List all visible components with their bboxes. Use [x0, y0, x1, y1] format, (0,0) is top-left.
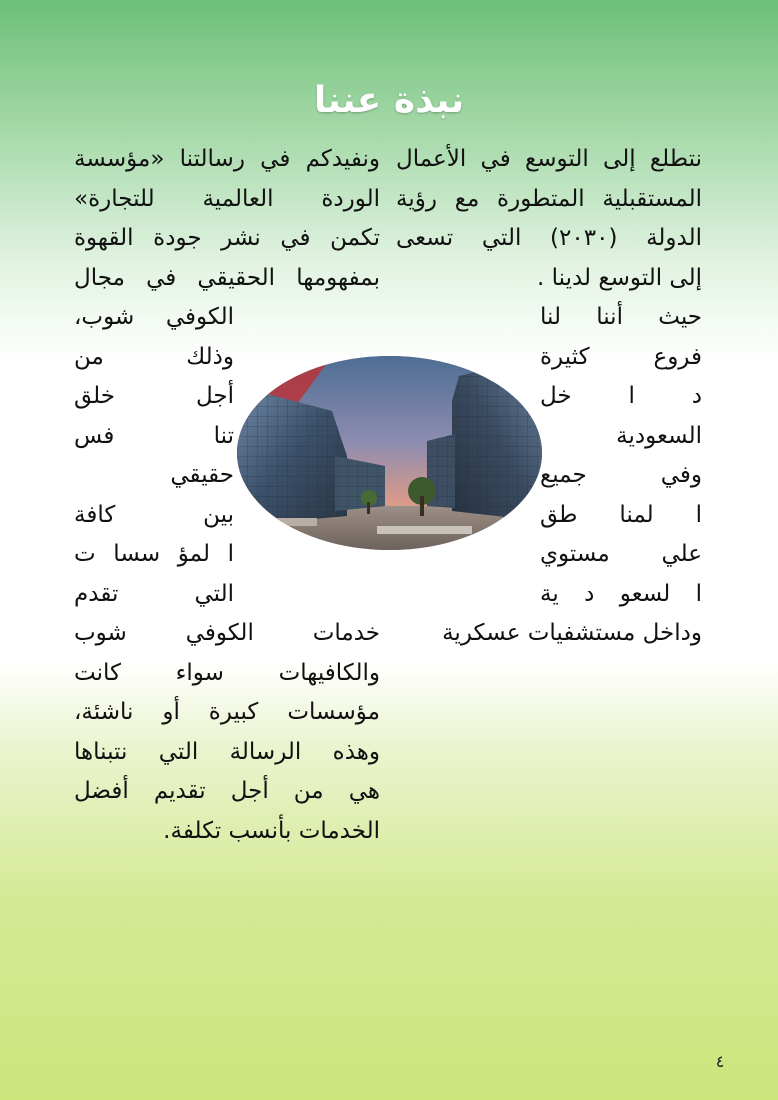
text-line: فروع كثيرة [540, 343, 702, 370]
right-column-beside-image [540, 298, 702, 614]
text-line: حقيقي [170, 462, 234, 488]
page-title: نبذة عننا [313, 80, 465, 121]
text-line: علي مستوي [540, 541, 702, 567]
text-line: التي تقدم [74, 580, 234, 607]
text-line: ونفيدكم في رسالتنا «مؤسسة [74, 146, 380, 172]
right-column-bottom [396, 614, 702, 654]
text-line: الوردة العالمية للتجارة» [74, 185, 380, 212]
text-line: والكافيهات سواء كانت [74, 659, 380, 686]
text-line: الدولة (٢٠٣٠) التي تسعى [396, 225, 702, 251]
left-column-top [74, 140, 380, 298]
text-line: خدمات الكوفي شوب [74, 620, 380, 646]
text-line: وفي جميع [540, 462, 702, 488]
text-line: نتطلع إلى التوسع في الأعمال [396, 146, 702, 172]
text-line: د ا خل [540, 383, 702, 409]
text-line: حيث أننا لنا [540, 304, 702, 330]
text-line: الخدمات بأنسب تكلفة. [163, 817, 380, 844]
text-line: الكوفي شوب، [74, 304, 234, 330]
text-line: المستقبلية المتطورة مع رؤية [396, 185, 702, 212]
text-line: ا لسعو د ية [540, 580, 702, 607]
text-line: هي من أجل تقديم أفضل [74, 778, 380, 804]
text-line: تكمن في نشر جودة القهوة [74, 225, 380, 251]
text-line: مؤسسات كبيرة أو ناشئة، [74, 699, 380, 725]
text-line: وداخل مستشفيات عسكرية [442, 620, 702, 646]
text-line: أجل خلق [74, 383, 234, 409]
text-line: تنا فس [74, 422, 234, 449]
text-line: بين كافة [74, 501, 234, 528]
text-line: بمفهومها الحقيقي في مجال [74, 264, 380, 291]
text-line: ا لمنا طق [540, 501, 702, 528]
text-line: وهذه الرسالة التي نتبناها [74, 738, 380, 765]
right-column-top [396, 140, 702, 298]
text-line: ا لمؤ سسا ت [74, 541, 234, 567]
page-number: ٤ [715, 1052, 725, 1071]
left-column-beside-image [74, 298, 234, 614]
text-line: وذلك من [74, 343, 234, 370]
left-column-bottom [74, 614, 380, 851]
glass-office-buildings-photo [237, 356, 542, 550]
text-line: السعودية [616, 422, 702, 449]
text-line: إلى التوسع لدينا . [537, 264, 702, 291]
